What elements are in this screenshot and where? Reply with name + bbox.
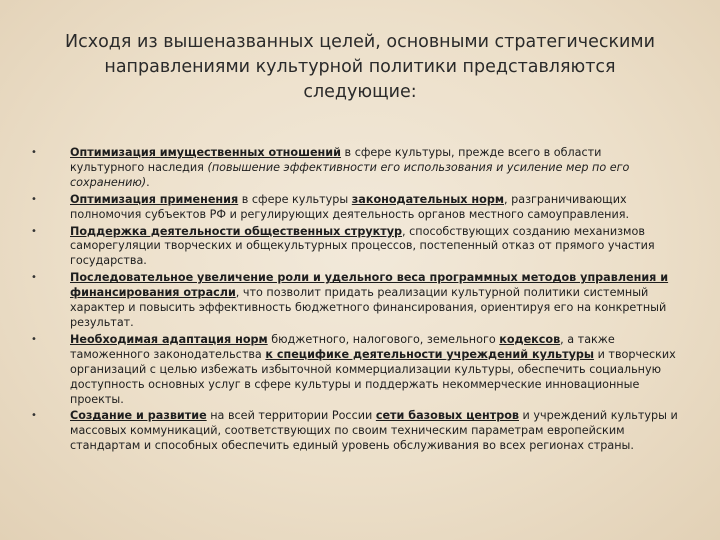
emphasis-text: Необходимая адаптация норм	[70, 332, 268, 346]
emphasis-text: сети базовых центров	[375, 409, 519, 423]
bullet-icon: •	[31, 193, 37, 205]
title-line: следующие:	[303, 82, 417, 102]
emphasis-text: к специфике деятельности учреждений культуры	[265, 347, 595, 361]
title-line: направлениями культурной политики представляются	[104, 57, 616, 77]
list-item	[28, 333, 678, 408]
body-text: , а также таможенного законодательства	[70, 332, 615, 361]
emphasis-text: законодательных норм	[351, 192, 504, 206]
body-text: .	[146, 175, 150, 189]
emphasis-text: Создание и развитие	[70, 409, 207, 423]
body-text: , разграничивающих полномочия субъектов РФ и регулирующих деятельность органов местного самоуправления.	[70, 192, 630, 221]
list-item	[28, 225, 678, 270]
body-text: и учреждений культуры и массовых коммуникаций, соответствующих по своим техническим параметрам европейским стандартам и способных обеспечить единый уровень обслуживания во всех регионах страны.	[70, 409, 678, 453]
title-line: Исходя из вышеназванных целей, основными стратегическими	[65, 32, 655, 52]
body-text: на всей территории России	[206, 409, 376, 423]
body-text: , что позволит придать реализации культурной политики системный характер и повысить эффективность бюджетного финансирования, ориентируя его на конкретный результат.	[70, 286, 667, 329]
body-text: , способствующих созданию механизмов саморегуляции творческих и общекультурных процессов, постепенный отказ от прямого участия государства.	[70, 224, 655, 268]
list-item	[28, 193, 678, 223]
bullet-icon: •	[31, 147, 37, 158]
list-item	[28, 146, 678, 191]
body-text: и творческих организаций с целью избежать избыточной коммерциализации культуры, обеспечить социальную доступность основных услуг в сфере культуры и поддержать некоммерческие инновационные проекты.	[70, 347, 676, 406]
emphasis-text: Последовательное увеличение роли и удельного веса программных методов управления и финансирования отрасли	[70, 271, 669, 300]
emphasis-text: Оптимизация применения	[70, 192, 239, 206]
body-text: в сфере культуры, прежде всего в области культурного наследия	[70, 146, 602, 174]
slide-title	[40, 30, 680, 105]
bullet-list	[28, 146, 678, 456]
bullet-icon: •	[31, 410, 37, 422]
emphasis-text: кодексов	[499, 332, 561, 346]
body-text: бюджетного, налогового, земельного	[267, 332, 500, 346]
emphasis-text: Поддержка деятельности общественных структур	[70, 224, 403, 238]
list-item	[28, 409, 678, 454]
bullet-icon: •	[31, 333, 37, 345]
body-text: в сфере культуры	[238, 192, 352, 206]
emphasis-text: Оптимизация имущественных отношений	[70, 146, 341, 159]
italic-text: (повышение эффективности его использования и усиление мер по его сохранению)	[70, 160, 630, 189]
bullet-icon: •	[31, 272, 37, 284]
bullet-icon: •	[31, 225, 37, 237]
list-item	[28, 271, 678, 331]
